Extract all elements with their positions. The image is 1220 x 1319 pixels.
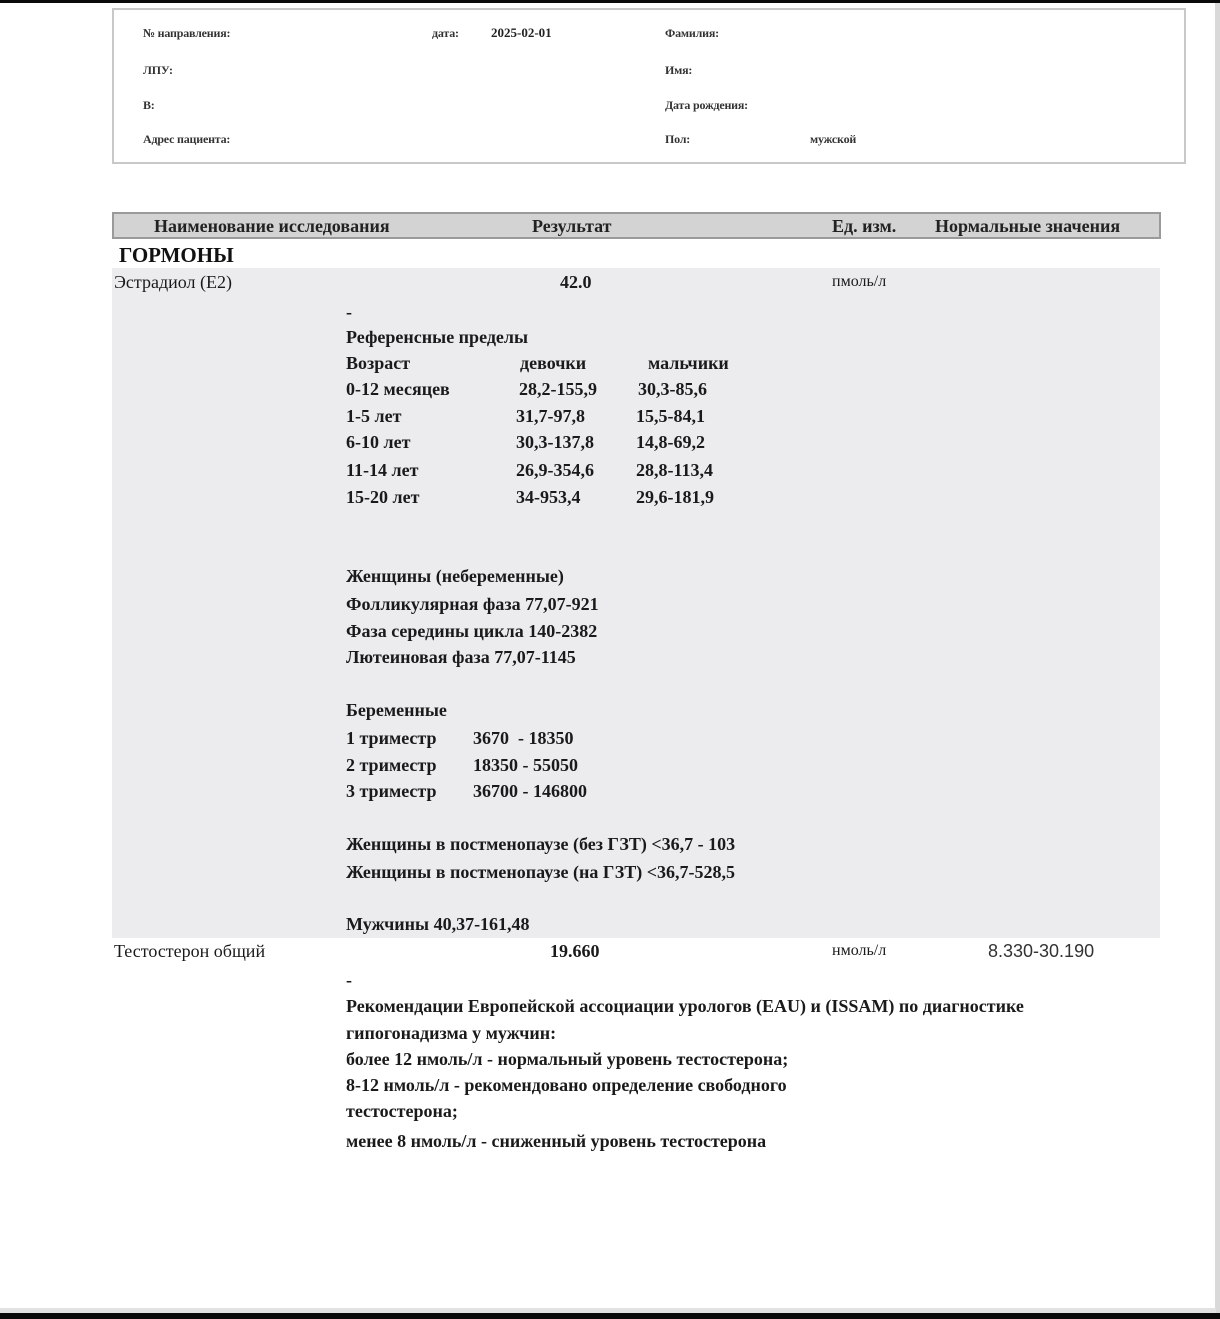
age-row-girls: 31,7-97,8 (516, 406, 585, 426)
age-row-label: 6-10 лет (346, 432, 411, 452)
trimester-range: 3670 - 18350 (473, 728, 574, 748)
date-label: дата: (432, 26, 459, 40)
sex-value: мужской (810, 132, 857, 146)
girls-header: девочки (520, 353, 587, 373)
trimester-range: 18350 - 55050 (473, 755, 578, 775)
note-dash: - (346, 970, 352, 990)
top-frame-bar (0, 0, 1220, 3)
age-row-girls: 30,3-137,8 (516, 432, 594, 452)
reference-title: Референсные пределы (346, 327, 529, 347)
first-name-label: Имя: (665, 63, 693, 77)
age-row-label: 0-12 месяцев (346, 379, 450, 399)
lpu-label: ЛПУ: (143, 63, 173, 77)
surname-label: Фамилия: (665, 26, 719, 40)
test-name-estradiol: Эстрадиол (Е2) (114, 272, 232, 292)
nonpregnant-line: Фаза середины цикла 140-2382 (346, 621, 598, 641)
patient-info-box (112, 8, 1186, 164)
pregnant-title: Беременные (346, 700, 447, 720)
sex-label: Пол: (665, 132, 691, 146)
normal-range-testosterone: 8.330-30.190 (988, 941, 1095, 961)
column-header-normal-values: Нормальные значения (935, 216, 1121, 236)
age-row-boys: 29,6-181,9 (636, 487, 714, 507)
unit-testosterone: нмоль/л (832, 942, 887, 959)
result-testosterone: 19.660 (550, 941, 600, 961)
trimester-label: 1 триместр (346, 728, 437, 748)
nonpregnant-title: Женщины (небеременные) (346, 566, 564, 586)
bottom-frame-bar (0, 1313, 1220, 1319)
trimester-label: 2 триместр (346, 755, 437, 775)
recommendation-line: 8-12 нмоль/л - рекомендовано определение свободного (346, 1075, 787, 1095)
column-header-result: Результат (532, 216, 612, 236)
result-estradiol: 42.0 (560, 272, 592, 292)
recommendation-line: гипогонадизма у мужчин: (346, 1023, 557, 1043)
recommendation-line: более 12 нмоль/л - нормальный уровень тестостерона; (346, 1049, 789, 1069)
patient-address-label: Адрес пациента: (143, 132, 231, 146)
trimester-label: 3 триместр (346, 781, 437, 801)
date-value: 2025-02-01 (491, 25, 552, 40)
age-row-label: 1-5 лет (346, 406, 402, 426)
recommendation-line: тестостерона; (346, 1101, 458, 1121)
results-table-header (112, 212, 1161, 239)
recommendation-line: менее 8 нмоль/л - сниженный уровень тестостерона (346, 1131, 767, 1151)
age-row-boys: 28,8-113,4 (636, 460, 714, 480)
age-header: Возраст (346, 353, 411, 373)
trimester-range: 36700 - 146800 (473, 781, 587, 801)
unit-estradiol: пмоль/л (832, 273, 887, 290)
age-row-girls: 34-953,4 (516, 487, 581, 507)
referral-number-label: № направления: (143, 26, 231, 40)
page-right-edge (1215, 3, 1220, 1313)
v-label: В: (143, 98, 155, 112)
birthdate-label: Дата рождения: (665, 98, 748, 112)
age-row-girls: 26,9-354,6 (516, 460, 594, 480)
postmenopause-line: Женщины в постменопаузе (без ГЗТ) <36,7 - 103 (346, 834, 736, 854)
nonpregnant-line: Фолликулярная фаза 77,07-921 (346, 594, 599, 614)
column-header-unit: Ед. изм. (832, 216, 897, 236)
age-row-boys: 15,5-84,1 (636, 406, 705, 426)
postmenopause-line: Женщины в постменопаузе (на ГЗТ) <36,7-528,5 (346, 862, 735, 882)
age-row-boys: 14,8-69,2 (636, 432, 705, 452)
column-header-test-name: Наименование исследования (154, 216, 390, 236)
age-row-label: 11-14 лет (346, 460, 419, 480)
note-dash: - (346, 302, 352, 322)
test-name-testosterone: Тестостерон общий (114, 941, 266, 961)
age-row-boys: 30,3-85,6 (638, 379, 707, 399)
age-row-girls: 28,2-155,9 (519, 379, 597, 399)
age-row-label: 15-20 лет (346, 487, 420, 507)
nonpregnant-line: Лютеиновая фаза 77,07-1145 (346, 647, 576, 667)
recommendation-line: Рекомендации Европейской ассоциации урологов (EAU) и (ISSAM) по диагностике (346, 996, 1024, 1016)
men-reference-line: Мужчины 40,37-161,48 (346, 914, 530, 934)
section-title-hormones: ГОРМОНЫ (119, 243, 234, 267)
boys-header: мальчики (648, 353, 729, 373)
